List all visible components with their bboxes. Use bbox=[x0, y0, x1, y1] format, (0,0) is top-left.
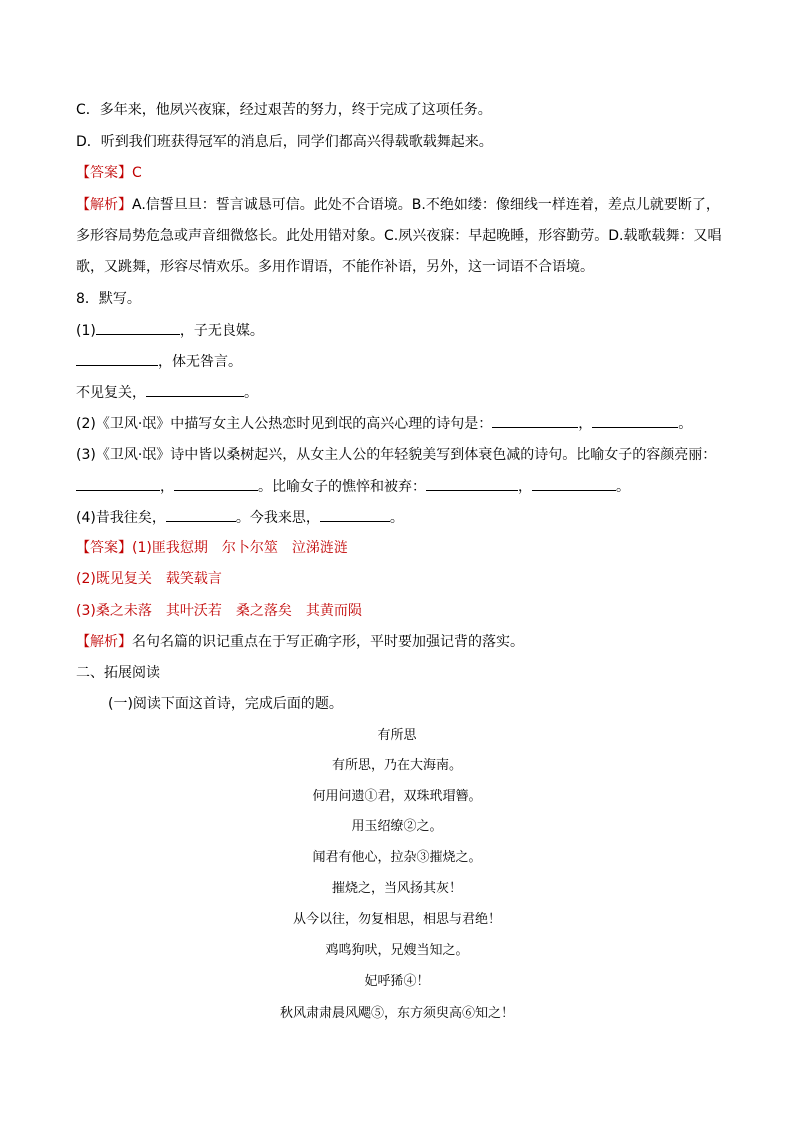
item-text: ， bbox=[160, 479, 174, 495]
q8-item-3: (3)《卫风·氓》诗中皆以桑树起兴，从女主人公的年轻貌美写到体衰色减的诗句。比喻女子的容颜亮丽： bbox=[76, 447, 717, 463]
poem-line: 闻君有他心，拉杂③摧烧之。 bbox=[312, 850, 482, 865]
answer-text: (1)匪我愆期 尔卜尔筮 泣涕涟涟 bbox=[132, 540, 348, 556]
q8-title: 8．默写。 bbox=[76, 291, 141, 307]
poem-line: 何用问遗①君，双珠玳瑁簪。 bbox=[312, 789, 482, 804]
fill-blank[interactable] bbox=[76, 351, 158, 366]
item-number: (1) bbox=[76, 323, 96, 339]
fill-blank[interactable] bbox=[592, 413, 678, 428]
answer-value: C bbox=[132, 165, 142, 181]
analysis-text: A.信誓旦旦：誓言诚恳可信。此处不合语境。B.不绝如缕：像细线一样连着，差点儿就要断了， bbox=[132, 197, 720, 213]
option-d: D．听到我们班获得冠军的消息后，同学们都高兴得载歌载舞起来。 bbox=[76, 134, 493, 150]
fill-blank[interactable] bbox=[320, 507, 390, 522]
answer-tag: 【答案】 bbox=[76, 165, 132, 181]
fill-blank[interactable] bbox=[532, 476, 616, 491]
answer-tag: 【答案】 bbox=[76, 540, 132, 556]
q7-analysis-line-1 bbox=[76, 195, 720, 215]
analysis-text: 名句名篇的识记重点在于写正确字形，平时要加强记背的落实。 bbox=[132, 634, 524, 650]
option-c: C．多年来，他夙兴夜寐，经过艰苦的努力，终于完成了这项任务。 bbox=[76, 102, 492, 118]
item-text: 。 bbox=[678, 416, 693, 432]
poem-line: 妃呼狶④！ bbox=[364, 974, 430, 989]
item-text: 。 bbox=[616, 479, 630, 495]
q8-answer-2: (2)既见复关 载笑载言 bbox=[76, 571, 222, 587]
item-text: ， bbox=[578, 416, 593, 432]
poem-title: 有所思 bbox=[377, 728, 417, 743]
item-text: 。今我来思， bbox=[235, 510, 320, 526]
item-text: ， bbox=[518, 479, 532, 495]
item-text: 。 bbox=[244, 385, 258, 401]
poem-line: 摧烧之，当风扬其灰！ bbox=[331, 881, 462, 896]
poem-line: 用玉绍缭②之。 bbox=[351, 819, 443, 834]
analysis-tag: 【解析】 bbox=[76, 634, 132, 650]
fill-blank[interactable] bbox=[492, 413, 578, 428]
fill-blank[interactable] bbox=[76, 476, 160, 491]
item-text: 。比喻女子的憔悴和被弃： bbox=[258, 479, 426, 495]
q8-item-1 bbox=[76, 320, 264, 341]
poem-line: 秋风肃肃晨风飔⑤，东方须臾高⑥知之！ bbox=[279, 1006, 514, 1021]
analysis-tag: 【解析】 bbox=[76, 197, 132, 213]
fill-blank[interactable] bbox=[166, 507, 236, 522]
poem-line: 鸡鸣狗吠，兄嫂当知之。 bbox=[325, 943, 469, 958]
item-text: 。 bbox=[389, 510, 404, 526]
q8-analysis bbox=[76, 632, 524, 652]
item-text: ，子无良媒。 bbox=[179, 323, 264, 339]
item-text: 不见复关， bbox=[76, 385, 146, 401]
poem-line: 有所思，乃在大海南。 bbox=[331, 758, 462, 773]
fill-blank[interactable] bbox=[426, 476, 518, 491]
section-subheading: (一)阅读下面这首诗，完成后面的题。 bbox=[108, 696, 343, 712]
q8-item-1-line-3 bbox=[76, 382, 258, 403]
item-text: (2)《卫风·氓》中描写女主人公热恋时见到氓的高兴心理的诗句是： bbox=[76, 416, 493, 432]
q8-item-2 bbox=[76, 413, 692, 434]
q7-answer bbox=[76, 163, 142, 183]
item-text: ，体无咎言。 bbox=[158, 354, 242, 370]
q7-analysis-line-3: 歌，又跳舞，形容尽情欢乐。多用作谓语，不能作补语，另外，这一词语不合语境。 bbox=[76, 259, 594, 275]
section-heading: 二、拓展阅读 bbox=[76, 665, 160, 681]
q8-answer-3: (3)桑之未落 其叶沃若 桑之落矣 其黄而陨 bbox=[76, 603, 362, 619]
fill-blank[interactable] bbox=[146, 382, 244, 397]
q8-item-1-line-2 bbox=[76, 351, 242, 372]
q7-analysis-line-2: 多形容局势危急或声音细微悠长。此处用错对象。C.夙兴夜寐：早起晚睡，形容勤劳。D.载歌载舞：又唱 bbox=[76, 228, 722, 244]
fill-blank[interactable] bbox=[96, 320, 180, 335]
item-text: (4)昔我往矣， bbox=[76, 510, 166, 526]
q8-item-3-line-2 bbox=[76, 476, 630, 497]
fill-blank[interactable] bbox=[174, 476, 258, 491]
q8-item-4 bbox=[76, 507, 404, 528]
poem-line: 从今以往，勿复相思，相思与君绝！ bbox=[292, 912, 501, 927]
q8-answer bbox=[76, 538, 348, 558]
